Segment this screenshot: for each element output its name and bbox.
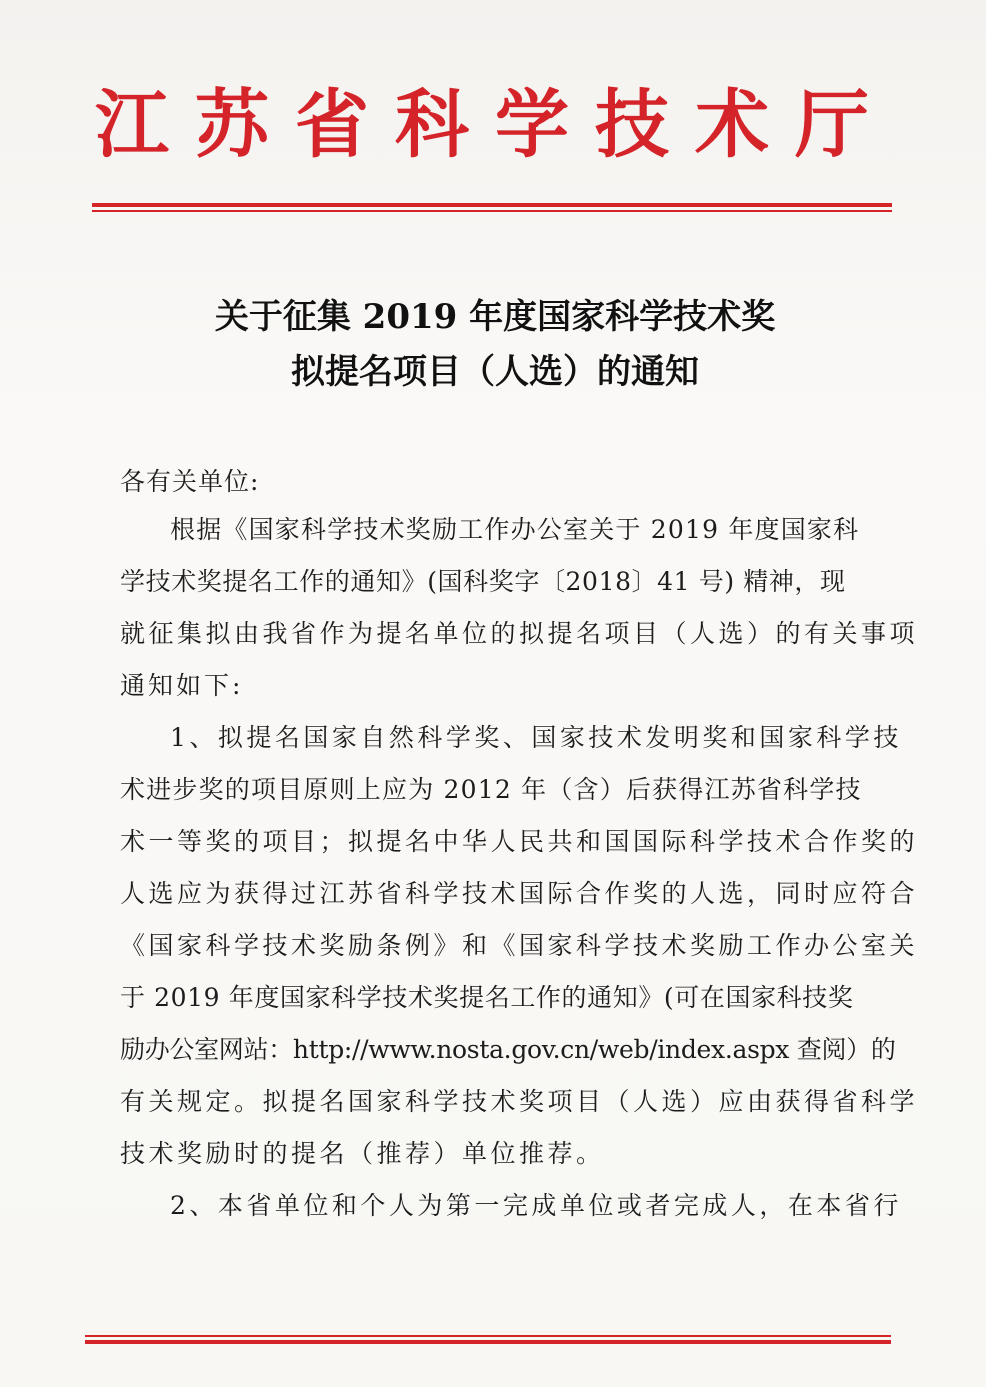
body-line: 《国家科学技术奖励条例》和《国家科学技术奖励工作办公室关: [120, 931, 919, 960]
body-line: 通知如下:: [120, 671, 244, 700]
body-line: 就征集拟由我省作为提名单位的拟提名项目（人选）的有关事项: [120, 619, 919, 648]
body-line: 人选应为获得过江苏省科学技术国际合作奖的人选，同时应符合: [120, 879, 919, 908]
body-line: 学技术奖提名工作的通知》(国科奖字〔2018〕41 号) 精神，现: [120, 567, 846, 596]
divider-thin-line: [92, 210, 892, 212]
footer-thick-line: [85, 1340, 891, 1344]
notice-title-line-2: 拟提名项目（人选）的通知: [291, 352, 699, 392]
footer-thin-line: [85, 1335, 891, 1337]
body-line: 于 2019 年度国家科学技术奖提名工作的通知》(可在国家科技奖: [120, 983, 854, 1012]
divider-thick-line: [92, 203, 892, 207]
body-line: 2、本省单位和个人为第一完成单位或者完成人，在本省行: [170, 1191, 902, 1220]
letterhead-divider: [92, 203, 892, 211]
body-line: 术一等奖的项目；拟提名中华人民共和国国际科学技术合作奖的: [120, 827, 919, 856]
body-line: 有关规定。拟提名国家科学技术奖项目（人选）应由获得省科学: [120, 1087, 919, 1116]
body-line: 1、拟提名国家自然科学奖、国家技术发明奖和国家科学技: [170, 723, 902, 752]
notice-title: [100, 290, 890, 400]
body-line: 技术奖励时的提名（推荐）单位推荐。: [120, 1139, 605, 1168]
notice-title-line-1: 关于征集 2019 年度国家科学技术奖: [214, 297, 776, 337]
letterhead-title: 江苏省科学技术厅: [95, 82, 895, 168]
salutation: 各有关单位:: [120, 467, 260, 496]
body-line: 根据《国家科学技术奖励工作办公室关于 2019 年度国家科: [170, 515, 860, 544]
body-line: 术进步奖的项目原则上应为 2012 年（含）后获得江苏省科学技: [120, 775, 862, 804]
footer-divider: [85, 1335, 891, 1345]
body-line: 励办公室网站：http://www.nosta.gov.cn/web/index.aspx 查阅）的: [120, 1035, 896, 1064]
